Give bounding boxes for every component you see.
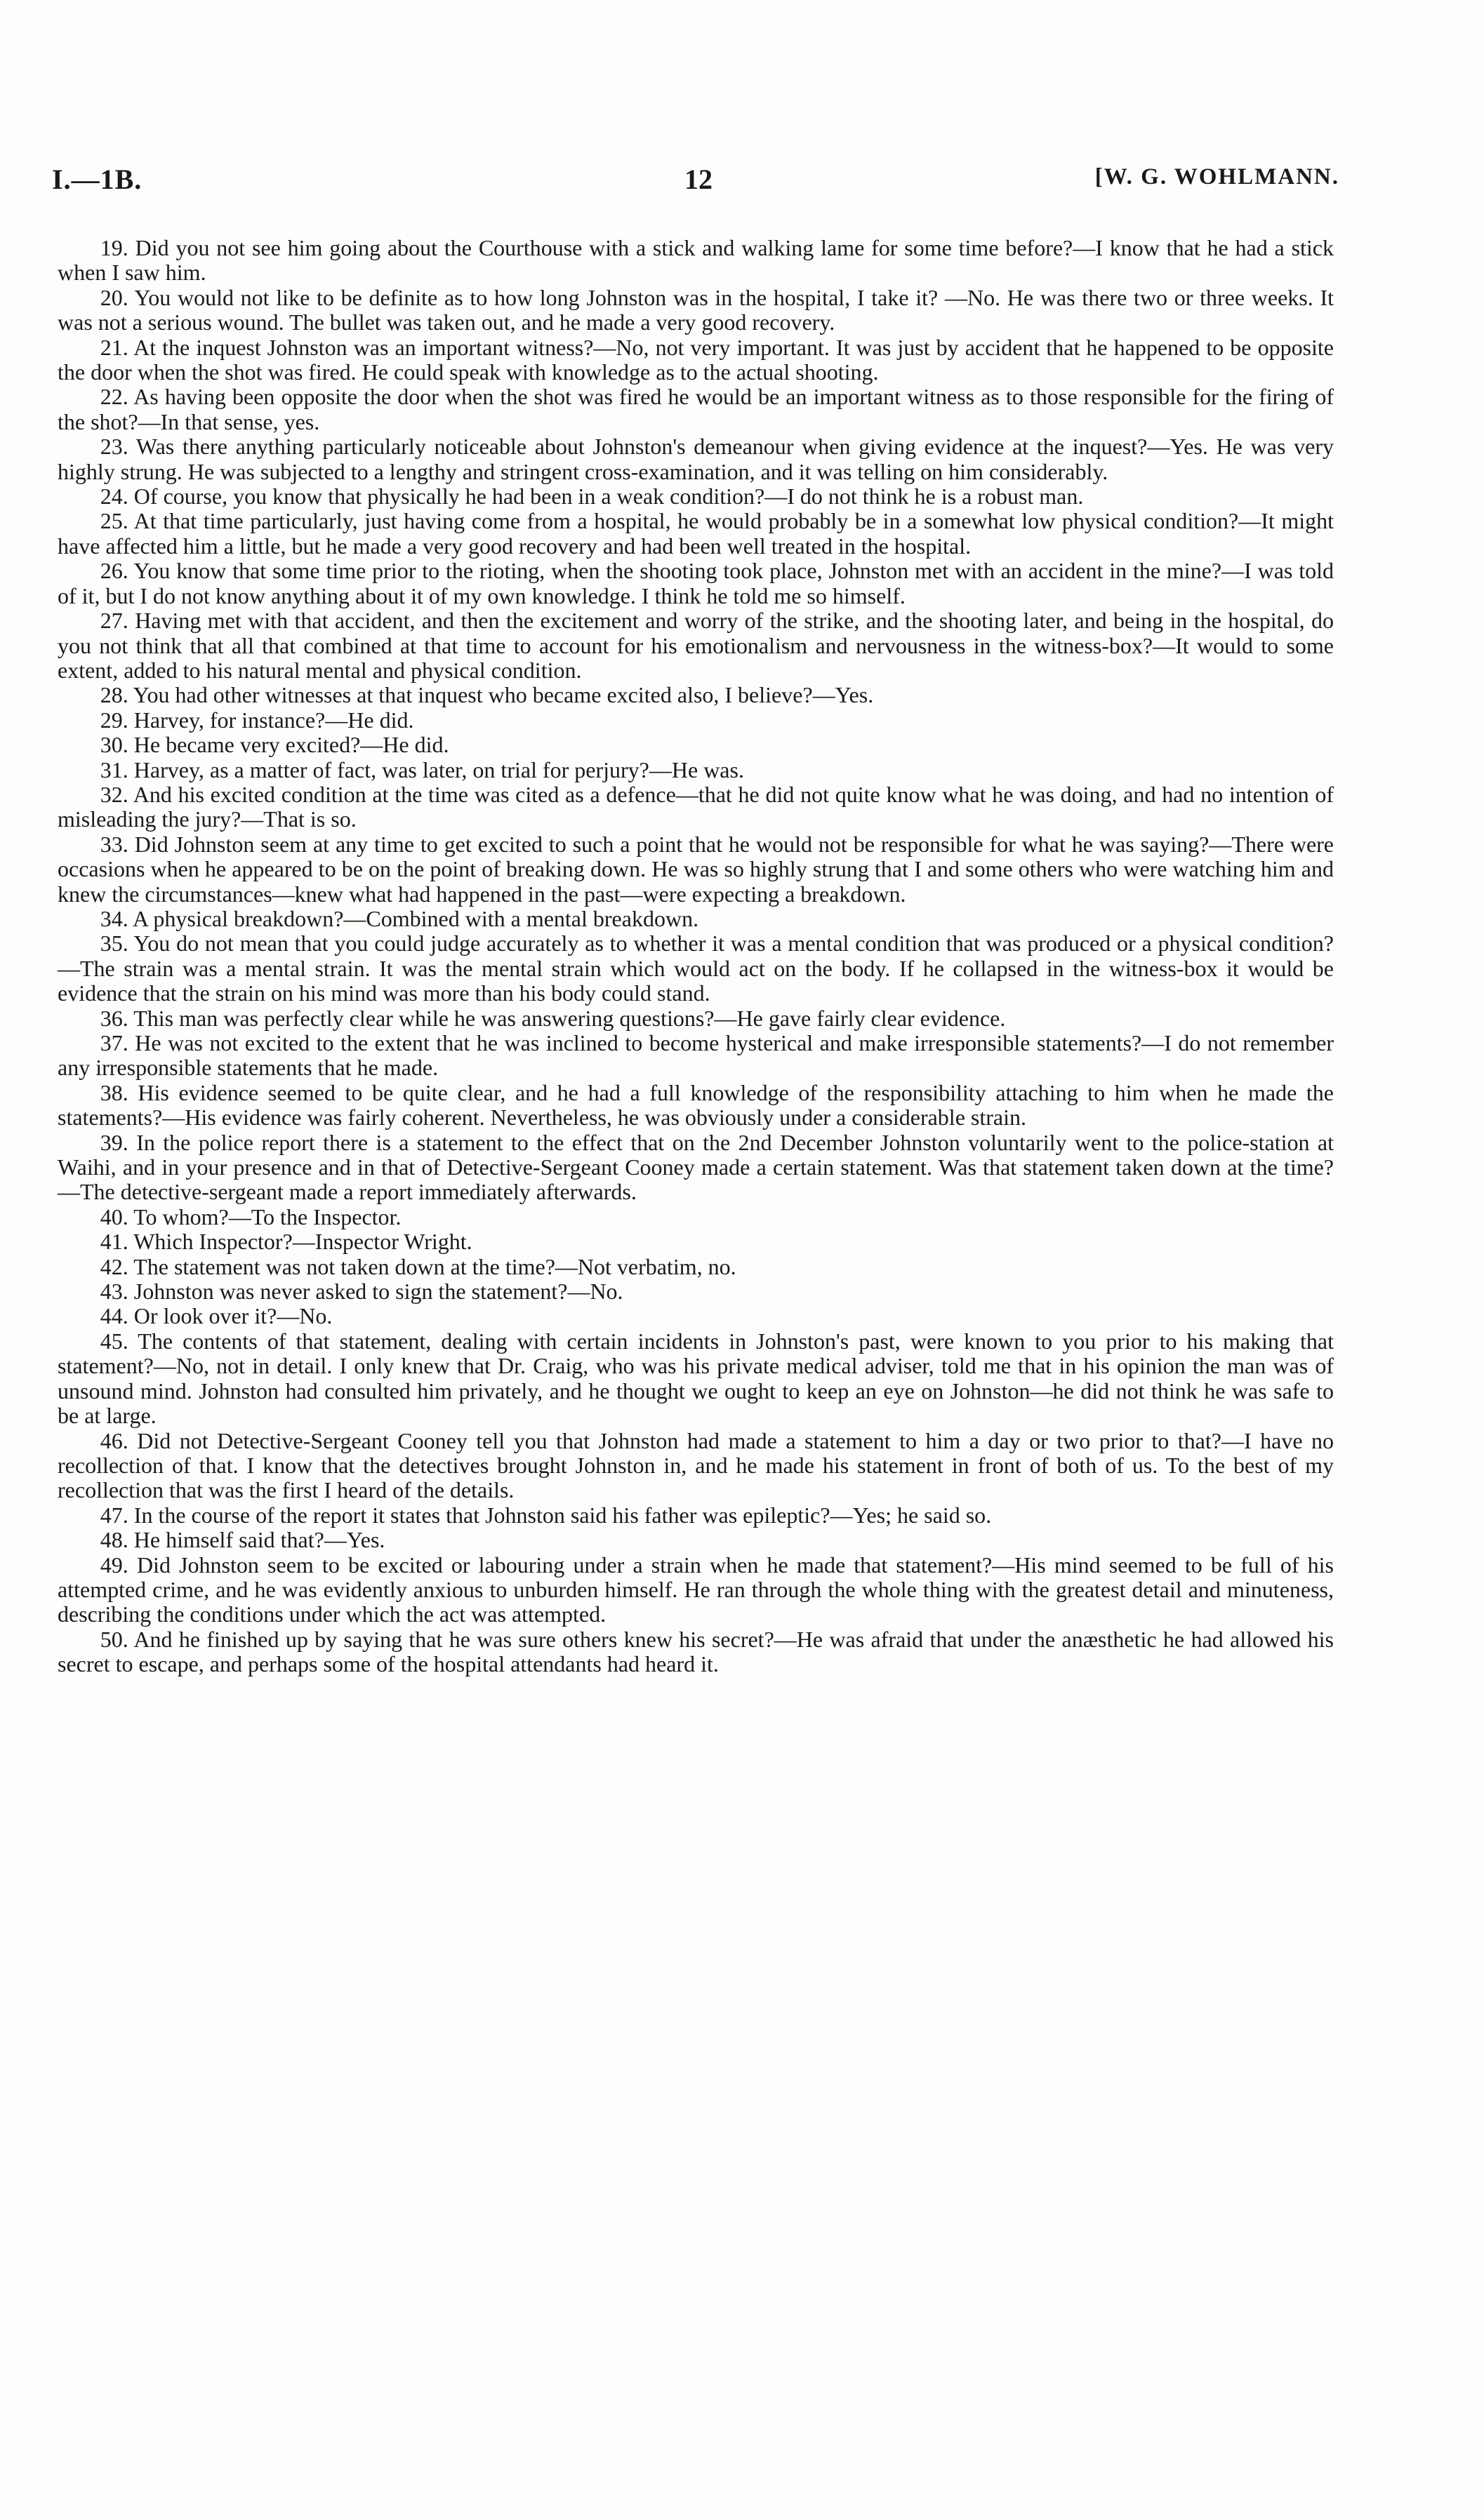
question-27: 27. Having met with that accident, and then the excitement and worry of the strike, and the shooting later, and being in the hospital, do you not think that all that combined at that time to account for his emotionalism and nervousness in the witness-box?—It would to some extent, added to his natural mental and physical condition. (58, 608, 1334, 683)
witness-name: [W. G. WOHLMANN. (1094, 164, 1339, 189)
question-22: 22. As having been opposite the door when the shot was fired he would be an important witness as to those responsible for the firing of the shot?—In that sense, yes. (58, 384, 1334, 434)
question-33: 33. Did Johnston seem at any time to get excited to such a point that he would not be responsible for what he was saying?—There were occasions when he appeared to be on the point of breaking down. He was so highly strung that I and some others who were watching him and knew the circumstances—knew what had happened in the past—were expecting a breakdown. (58, 831, 1334, 907)
question-29: 29. Harvey, for instance?—He did. (100, 707, 414, 733)
question-30: 30. He became very excited?—He did. (100, 732, 449, 758)
question-20: 20. You would not like to be definite as to how long Johnston was in the hospital, I take it? —No. He was there two or three weeks. It was not a serious wound. The bullet was taken out, and he made a very good recovery. (58, 284, 1334, 335)
question-25: 25. At that time particularly, just having come from a hospital, he would probably be in a somewhat low physical condition?—It might have affected him a little, but he made a very good recovery and had been well treated in the hospital. (58, 508, 1334, 559)
question-43: 43. Johnston was never asked to sign the statement?—No. (100, 1279, 623, 1305)
question-42: 42. The statement was not taken down at the time?—Not verbatim, no. (100, 1253, 736, 1279)
question-47: 47. In the course of the report it states that Johnston said his father was epileptic?—Yes; he said so. (100, 1502, 992, 1528)
question-23: 23. Was there anything particularly noticeable about Johnston's demeanour when giving evidence at the inquest?—Yes. He was very highly strung. He was subjected to a lengthy and stringent cross-examination, and it was telling on him considerably. (58, 434, 1334, 484)
question-48: 48. He himself said that?—Yes. (100, 1527, 385, 1553)
question-36: 36. This man was perfectly clear while he was answering questions?—He gave fairly clear evidence. (100, 1005, 1006, 1031)
question-34: 34. A physical breakdown?—Combined with a mental breakdown. (100, 905, 699, 931)
question-45: 45. The contents of that statement, dealing with certain incidents in Johnston's past, were known to you prior to his making that statement?—No, not in detail. I only knew that Dr. Craig, who was his private medical adviser, told me that in his opinion the man was of unsound mind. Johnston had consulted him privately, and he thought we ought to keep an eye on Johnston—he did not think he was safe to be at large. (58, 1328, 1334, 1429)
question-32: 32. And his excited condition at the time was cited as a defence—that he did not quite know what he was doing, and had no intention of misleading the jury?—That is so. (58, 781, 1334, 832)
question-21: 21. At the inquest Johnston was an important witness?—No, not very important. It was just by accident that he happened to be opposite the door when the shot was fired. He could speak with knowledge as to the actual shooting. (58, 334, 1334, 385)
question-19: 19. Did you not see him going about the Courthouse with a stick and walking lame for some time before?—I know that he had a stick when I saw him. (58, 235, 1334, 286)
question-39: 39. In the police report there is a statement to the effect that on the 2nd December Johnston voluntarily went to the police-station at Waihi, and in your presence and in that of Detective-Sergeant Cooney made a certain statement. Was that statement taken down at the time?—The detective-sergeant made a report immediately afterwards. (58, 1129, 1334, 1205)
paper-reference: I.—1B. (52, 164, 143, 195)
question-24: 24. Of course, you know that physically he had been in a weak condition?—I do not think he is a robust man. (100, 484, 1084, 509)
page-number: 12 (684, 164, 713, 195)
question-28: 28. You had other witnesses at that inquest who became excited also, I believe?—Yes. (100, 682, 874, 708)
page-header (52, 163, 1345, 205)
question-35: 35. You do not mean that you could judge accurately as to whether it was a mental condition that was produced or a physical condition?—The strain was a mental strain. It was the mental strain which would act on the body. If he collapsed in the witness-box it would be evidence that the strain on his mind was more than his body could stand. (58, 931, 1334, 1006)
question-40: 40. To whom?—To the Inspector. (100, 1204, 402, 1229)
question-50: 50. And he finished up by saying that he was sure others knew his secret?—He was afraid that under the anæsthetic he had allowed his secret to escape, and perhaps some of the hospital attendants had heard it. (58, 1626, 1334, 1677)
question-49: 49. Did Johnston seem to be excited or labouring under a strain when he made that statement?—His mind seemed to be full of his attempted crime, and he was evidently anxious to unburden himself. He ran through the whole thing with the greatest detail and minuteness, describing the conditions under which the act was attempted. (58, 1552, 1334, 1627)
question-26: 26. You know that some time prior to the rioting, when the shooting took place, Johnston met with an accident in the mine?—I was told of it, but I do not know anything about it of my own knowledge. I think he told me so himself. (58, 558, 1334, 608)
question-46: 46. Did not Detective-Sergeant Cooney tell you that Johnston had made a statement to him a day or two prior to that?—I have no recollection of that. I know that the detectives brought Johnston in, and he made his statement in front of both of us. To the best of my recollection that was the first I heard of the details. (58, 1427, 1334, 1503)
question-37: 37. He was not excited to the extent that he was inclined to become hysterical and make irresponsible statements?—I do not remember any irresponsible statements that he made. (58, 1030, 1334, 1081)
question-41: 41. Which Inspector?—Inspector Wright. (100, 1229, 472, 1255)
testimony-body (58, 236, 1334, 1677)
question-31: 31. Harvey, as a matter of fact, was later, on trial for perjury?—He was. (100, 756, 744, 782)
question-44: 44. Or look over it?—No. (100, 1303, 333, 1329)
question-38: 38. His evidence seemed to be quite clear, and he had a full knowledge of the responsibility attaching to him when he made the statements?—His evidence was fairly coherent. Nevertheless, he was obviously under a considerable strain. (58, 1079, 1334, 1131)
